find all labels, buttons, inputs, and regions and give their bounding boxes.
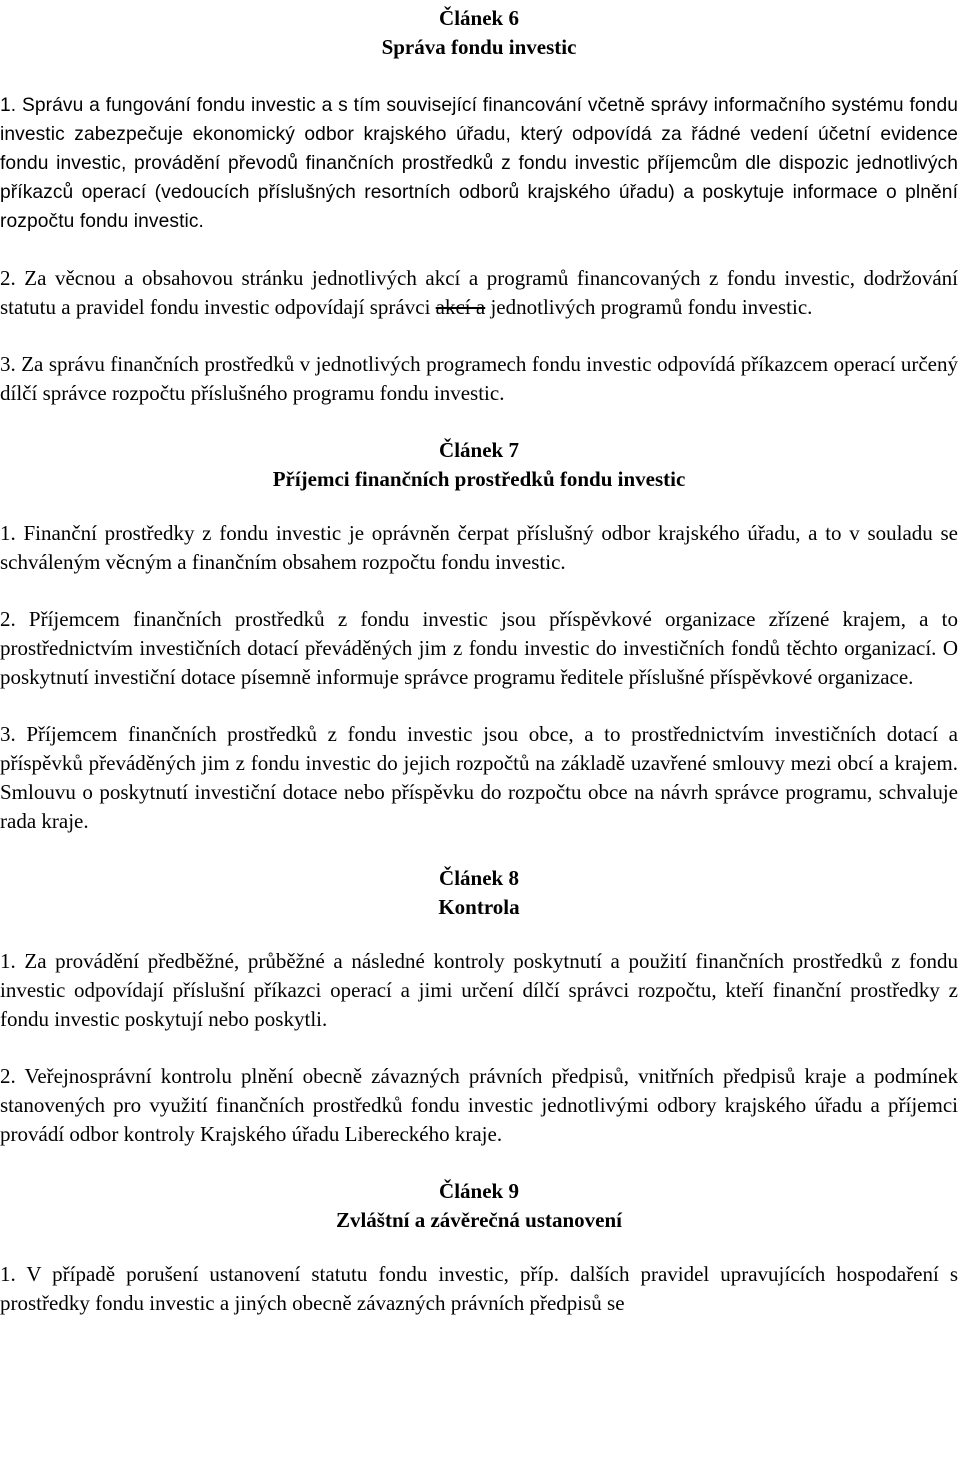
article-6-paragraph-1: 1. Správu a fungování fondu investic a s tím související financování včetně správy informačního systému fondu investic zabezpečuje ekonomický odbor krajského úřadu, který odpovídá za řádné vedení účetní evidence fondu investic, provádění převodů finančních prostředků z fondu investic příjemcům dle dispozic jednotlivých příkazců operací (vedoucích příslušných resortních odborů krajského úřadu) a poskytuje informace o plnění rozpočtu fondu investic.: [0, 95, 958, 232]
article-6-heading: [0, 4, 958, 62]
article-9-heading: [0, 1177, 958, 1235]
article-6-paragraph-2: [0, 264, 958, 322]
article-8-heading: [0, 864, 958, 922]
article-9-paragraph-1: 1. V případě porušení ustanovení statutu fondu investic, příp. dalších pravidel upravujících hospodaření s prostředky fondu investic a jiných obecně závazných právních předpisů se: [0, 1262, 958, 1315]
article-8-number: Článek 8: [439, 866, 519, 890]
article-7-paragraph-3: 3. Příjemcem finančních prostředků z fondu investic jsou obce, a to prostřednictvím investičních dotací a příspěvků převáděných jim z fondu investic do jejich rozpočtů na základě uzavřené smlouvy mezi obcí a krajem. Smlouvu o poskytnutí investiční dotace nebo příspěvku do rozpočtu obce na návrh správce programu, schvaluje rada kraje.: [0, 722, 958, 833]
article-6-title: Správa fondu investic: [381, 35, 577, 59]
article-7-heading: [0, 436, 958, 494]
document-page: [0, 4, 958, 1318]
article-9-number: Článek 9: [439, 1179, 519, 1203]
article-7-paragraph-1: 1. Finanční prostředky z fondu investic je oprávněn čerpat příslušný odbor krajského úřadu, a to v souladu se schváleným věcným a finančním obsahem rozpočtu fondu investic.: [0, 521, 958, 574]
article-8-paragraph-1: 1. Za provádění předběžné, průběžné a následné kontroly poskytnutí a použití finančních prostředků z fondu investic odpovídají příslušní příkazci operací a jimi určení dílčí správci rozpočtu, kteří finanční prostředky z fondu investic poskytují nebo poskytli.: [0, 949, 958, 1031]
article-8-paragraph-2: 2. Veřejnosprávní kontrolu plnění obecně závazných právních předpisů, vnitřních předpisů kraje a podmínek stanovených pro využití finančních prostředků fondu investic jednotlivými odbory krajského úřadu a příjemci provádí odbor kontroly Krajského úřadu Libereckého kraje.: [0, 1064, 958, 1146]
article-9-title: Zvláštní a závěrečná ustanovení: [335, 1208, 623, 1232]
article-8-title: Kontrola: [438, 895, 520, 919]
article-6-number: Článek 6: [439, 6, 519, 30]
article-7-title: Příjemci finančních prostředků fondu investic: [272, 467, 686, 491]
struck-text: akcí a: [435, 295, 486, 319]
article-6-paragraph-2-end: jednotlivých programů fondu investic.: [485, 295, 813, 319]
article-7-paragraph-2: 2. Příjemcem finančních prostředků z fondu investic jsou příspěvkové organizace zřízené krajem, a to prostřednictvím investičních dotací převáděných jim z fondu investic do investičních fondů těchto organizací. O poskytnutí investiční dotace písemně informuje správce programu ředitele příslušné příspěvkové organizace.: [0, 607, 958, 689]
article-7-number: Článek 7: [439, 438, 519, 462]
article-6-paragraph-2-start: 2. Za věcnou a obsahovou stránku jednotlivých akcí a programů financovaných z fondu investic, dodržování statutu a pravidel fondu investic odpovídají správci: [0, 266, 958, 319]
article-6-paragraph-3: 3. Za správu finančních prostředků v jednotlivých programech fondu investic odpovídá příkazcem operací určený dílčí správce rozpočtu příslušného programu fondu investic.: [0, 352, 958, 405]
